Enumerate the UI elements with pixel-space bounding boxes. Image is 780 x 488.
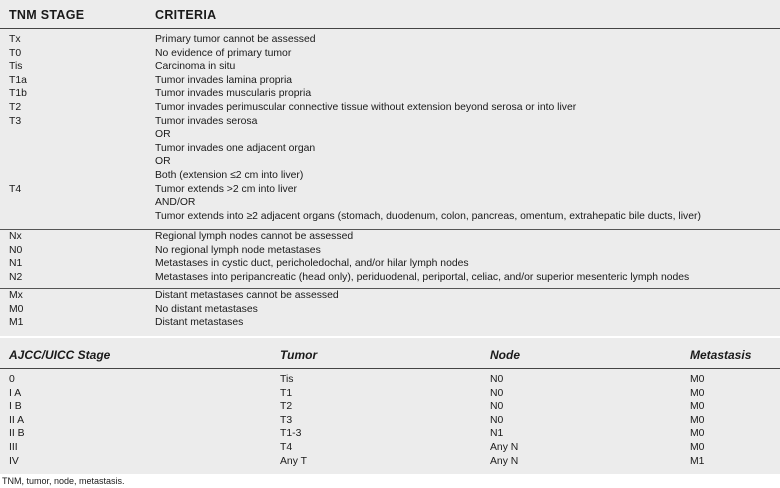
stage-code: N2 bbox=[9, 271, 23, 283]
stage-row bbox=[0, 441, 780, 455]
tumor-criteria-row bbox=[0, 128, 780, 142]
criteria-text: Distant metastases bbox=[155, 317, 244, 329]
tumor-cell: T2 bbox=[280, 401, 293, 413]
criteria-text: Both (extension ≤2 cm into liver) bbox=[155, 169, 304, 181]
stage-row bbox=[0, 400, 780, 414]
tumor-criteria-row bbox=[0, 74, 780, 88]
stage-row bbox=[0, 387, 780, 401]
stage-code: T0 bbox=[9, 47, 22, 59]
stage-cell: II B bbox=[9, 428, 25, 440]
tumor-criteria-group bbox=[0, 33, 780, 223]
tumor-criteria-row bbox=[0, 169, 780, 183]
stage-code: Nx bbox=[9, 231, 22, 242]
metastasis-cell: M0 bbox=[690, 441, 705, 453]
stage-code: N1 bbox=[9, 258, 23, 270]
stage-cell: 0 bbox=[9, 374, 15, 385]
tumor-cell: Any T bbox=[280, 455, 307, 467]
stage-cell: I A bbox=[9, 387, 22, 399]
header-node: Node bbox=[490, 348, 520, 362]
stage-row bbox=[0, 373, 780, 387]
criteria-text: Carcinoma in situ bbox=[155, 61, 236, 73]
criteria-text: Metastases in cystic duct, pericholedochal, and/or hilar lymph nodes bbox=[155, 258, 469, 270]
criteria-text: Tumor invades one adjacent organ bbox=[155, 142, 316, 154]
metastasis-criteria-row bbox=[0, 303, 780, 317]
tumor-criteria-row bbox=[0, 196, 780, 210]
stage-row bbox=[0, 427, 780, 441]
tumor-criteria-row bbox=[0, 183, 780, 197]
tnm-table-header bbox=[0, 0, 780, 29]
criteria-text: Primary tumor cannot be assessed bbox=[155, 34, 316, 45]
stage-code: T1b bbox=[9, 88, 27, 100]
metastasis-cell: M0 bbox=[690, 428, 705, 440]
tumor-criteria-row bbox=[0, 115, 780, 129]
stage-code: T2 bbox=[9, 101, 22, 113]
criteria-text: OR bbox=[155, 156, 171, 168]
stage-code: Tx bbox=[9, 34, 21, 45]
stage-row bbox=[0, 455, 780, 469]
stage-code: T4 bbox=[9, 183, 22, 195]
stage-table-header bbox=[0, 338, 780, 369]
criteria-text: Tumor extends >2 cm into liver bbox=[155, 183, 297, 195]
node-cell: N0 bbox=[490, 374, 504, 385]
stage-code: Mx bbox=[9, 290, 23, 301]
ajcc-stage-table bbox=[0, 338, 780, 474]
tumor-cell: T1 bbox=[280, 387, 293, 399]
metastasis-cell: M0 bbox=[690, 387, 705, 399]
node-criteria-group bbox=[0, 229, 780, 284]
tumor-cell: T3 bbox=[280, 414, 293, 426]
header-ajcc-stage: AJCC/UICC Stage bbox=[9, 348, 111, 362]
criteria-text: Tumor invades serosa bbox=[155, 115, 258, 127]
metastasis-cell: M0 bbox=[690, 414, 705, 426]
stage-code: N0 bbox=[9, 244, 23, 256]
stage-code: Tis bbox=[9, 61, 23, 73]
stage-rows bbox=[0, 373, 780, 468]
criteria-text: Tumor extends into ≥2 adjacent organs (stomach, duodenum, colon, pancreas, omentum, extrahepatic bile ducts, liver) bbox=[155, 210, 701, 222]
metastasis-cell: M0 bbox=[690, 401, 705, 413]
criteria-text: Tumor invades perimuscular connective tissue without extension beyond serosa or into liver bbox=[155, 101, 577, 113]
header-tumor: Tumor bbox=[280, 348, 318, 362]
tumor-criteria-row bbox=[0, 210, 780, 224]
node-cell: N1 bbox=[490, 428, 504, 440]
node-cell: N0 bbox=[490, 414, 504, 426]
criteria-text: Metastases into peripancreatic (head only), periduodenal, periportal, celiac, and/or superior mesenteric lymph nodes bbox=[155, 271, 690, 283]
tumor-criteria-row bbox=[0, 47, 780, 61]
metastasis-cell: M1 bbox=[690, 455, 705, 467]
stage-code: T3 bbox=[9, 115, 22, 127]
stage-code: M0 bbox=[9, 303, 24, 315]
tumor-cell: T4 bbox=[280, 441, 293, 453]
stage-cell: I B bbox=[9, 401, 22, 413]
tumor-criteria-row bbox=[0, 33, 780, 47]
tumor-criteria-row bbox=[0, 142, 780, 156]
header-metastasis: Metastasis bbox=[690, 348, 752, 362]
criteria-text: Regional lymph nodes cannot be assessed bbox=[155, 231, 354, 242]
metastasis-cell: M0 bbox=[690, 374, 705, 385]
stage-code: T1a bbox=[9, 74, 27, 86]
criteria-text: AND/OR bbox=[155, 197, 196, 209]
criteria-text: Tumor invades muscularis propria bbox=[155, 88, 312, 100]
tumor-criteria-row bbox=[0, 155, 780, 169]
node-criteria-row bbox=[0, 257, 780, 271]
node-criteria-row bbox=[0, 271, 780, 285]
metastasis-criteria-row bbox=[0, 289, 780, 303]
node-cell: Any N bbox=[490, 441, 519, 453]
node-cell: N0 bbox=[490, 387, 504, 399]
tumor-criteria-row bbox=[0, 101, 780, 115]
criteria-text: No distant metastases bbox=[155, 303, 258, 315]
criteria-text: No regional lymph node metastases bbox=[155, 244, 321, 256]
criteria-text: No evidence of primary tumor bbox=[155, 47, 292, 59]
stage-cell: IV bbox=[9, 455, 19, 467]
criteria-text: Tumor invades lamina propria bbox=[155, 74, 293, 86]
table-footnote: TNM, tumor, node, metastasis. bbox=[2, 476, 125, 486]
node-criteria-row bbox=[0, 230, 780, 244]
tumor-cell: Tis bbox=[280, 374, 294, 385]
tumor-criteria-row bbox=[0, 60, 780, 74]
metastasis-criteria-row bbox=[0, 316, 780, 330]
node-cell: Any N bbox=[490, 455, 519, 467]
node-criteria-row bbox=[0, 244, 780, 258]
tumor-criteria-row bbox=[0, 87, 780, 101]
metastasis-criteria-group bbox=[0, 288, 780, 330]
header-criteria: CRITERIA bbox=[155, 8, 217, 22]
tumor-cell: T1-3 bbox=[280, 428, 302, 440]
stage-cell: III bbox=[9, 441, 18, 453]
node-cell: N0 bbox=[490, 401, 504, 413]
stage-row bbox=[0, 414, 780, 428]
criteria-text: Distant metastases cannot be assessed bbox=[155, 290, 339, 301]
stage-code: M1 bbox=[9, 317, 24, 329]
stage-cell: II A bbox=[9, 414, 25, 426]
criteria-text: OR bbox=[155, 129, 171, 141]
header-tnm-stage: TNM STAGE bbox=[9, 8, 85, 22]
